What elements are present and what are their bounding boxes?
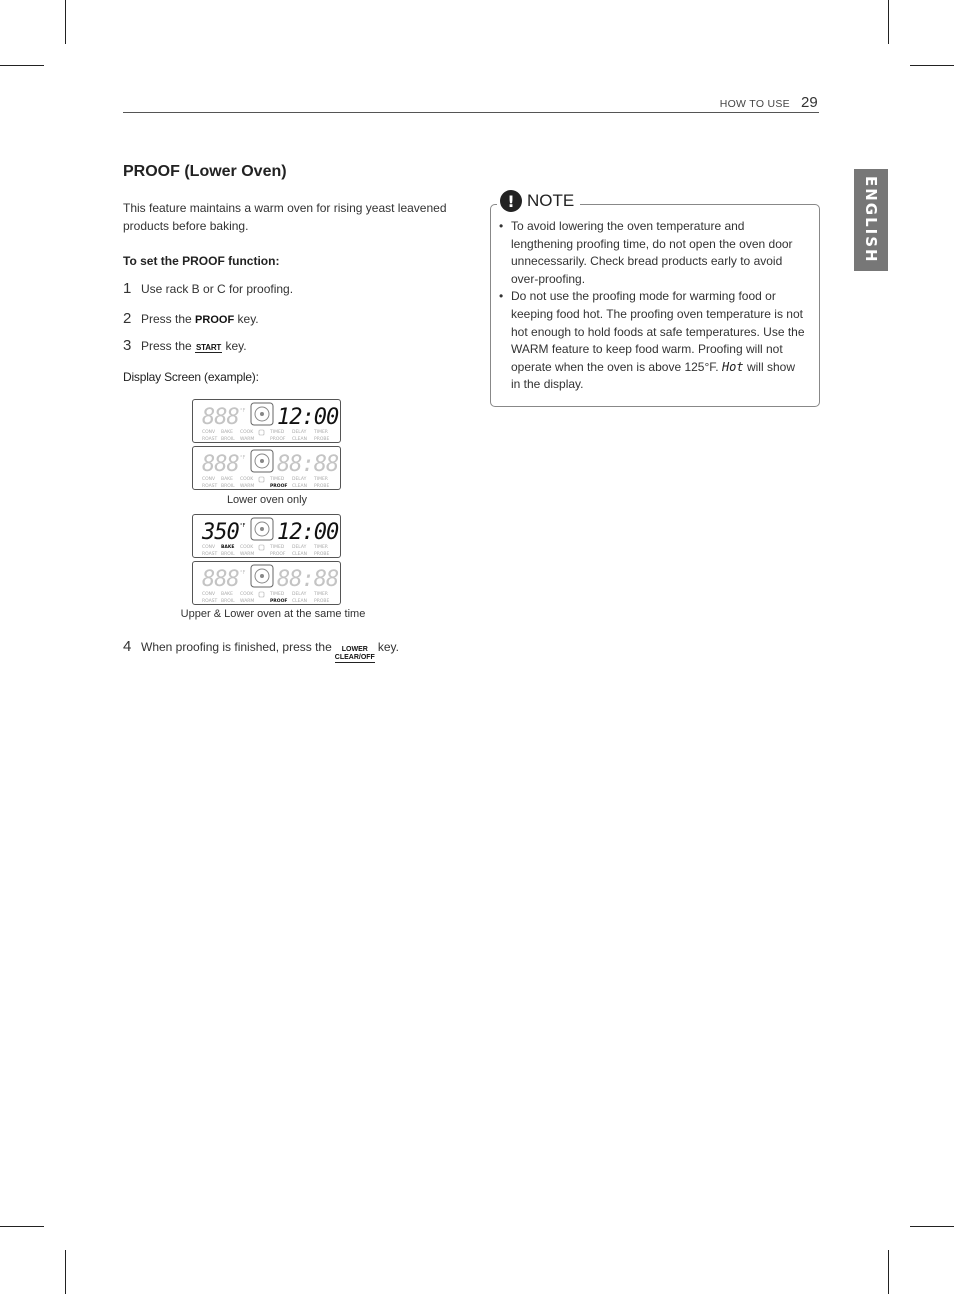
display-graphic (193, 400, 342, 444)
mode-label-top: DELAY (292, 545, 307, 550)
mode-label-bottom: BROIL (221, 437, 235, 442)
note-list (499, 218, 805, 394)
step-text-post: key. (377, 640, 399, 654)
display-panel (192, 561, 341, 605)
mode-label-top: BAKE (221, 477, 233, 482)
display-screen-label: Display Screen (example): (123, 370, 259, 384)
mode-label-top: CONV (202, 592, 216, 597)
mode-label-top: TIMER (314, 430, 328, 435)
caption-lower-only: Lower oven only (226, 494, 308, 506)
note-item-text: To avoid lowering the oven temperature and lengthening proofing time, do not open the oven door unnecessarily. Check bread products early to avoid over-proofing. (511, 219, 793, 286)
display-panel (192, 446, 341, 490)
mode-label-bottom: CLEAN (292, 437, 307, 442)
mode-label-top: TIMED (270, 430, 285, 435)
mode-label-top: COOK (240, 592, 254, 597)
display-panel (192, 399, 341, 443)
mode-label-bottom: ROAST (202, 599, 218, 604)
mode-label-top: TIMER (314, 477, 328, 482)
lock-icon (259, 430, 264, 435)
display-graphic (193, 562, 342, 606)
mode-label-bottom: ROAST (202, 552, 218, 557)
mode-label-bottom: WARM (240, 437, 255, 442)
step-text-post: key. (237, 312, 259, 326)
fan-icon (251, 518, 273, 540)
crop-mark (0, 1226, 44, 1227)
mode-label-bottom: WARM (240, 484, 255, 489)
step-text-pre: Press the (141, 312, 192, 326)
step-text-post: key. (225, 339, 247, 353)
crop-mark (910, 1226, 954, 1227)
mode-label-bottom: PROOF (270, 437, 286, 442)
header-divider (123, 112, 819, 113)
step-number: 4 (123, 638, 132, 655)
mode-label-bottom: PROBE (314, 552, 330, 557)
mode-label-bottom: BROIL (221, 599, 235, 604)
mode-label-bottom: ROAST (202, 437, 218, 442)
step-text: Use rack B or C for proofing. (141, 282, 294, 296)
crop-mark (888, 1250, 889, 1294)
fan-icon (251, 450, 273, 472)
note-item (499, 288, 805, 394)
caption-both-ovens: Upper & Lower oven at the same time (180, 608, 366, 620)
crop-mark (0, 65, 44, 66)
step-1 (123, 280, 293, 297)
mode-label-bottom: BROIL (221, 552, 235, 557)
step-2 (123, 310, 259, 327)
crop-mark (888, 0, 889, 44)
clock-readout: 88:88 (277, 567, 339, 592)
crop-mark (910, 65, 954, 66)
clock-readout: 12:00 (277, 520, 339, 545)
degree-indicator: °F (240, 523, 246, 529)
mode-label-bottom: ROAST (202, 484, 218, 489)
fan-icon (251, 565, 273, 587)
mode-label-top: CONV (202, 545, 216, 550)
mode-label-bottom: WARM (240, 552, 255, 557)
key-label-top: LOWER (341, 646, 368, 653)
page-number: 29 (801, 94, 818, 111)
degree-indicator: °F (240, 455, 246, 461)
mode-label-bottom: PROOF (270, 599, 288, 604)
note-item (499, 218, 805, 288)
mode-label-bottom: CLEAN (292, 484, 307, 489)
key-label-bottom: CLEAR/OFF (334, 654, 375, 661)
mode-label-bottom: PROBE (314, 599, 330, 604)
mode-label-top: TIMER (314, 592, 328, 597)
note-item-text: Do not use the proofing mode for warming food or keeping food hot. The proofing oven temperature is not hot enough to hold foods at safe temperatures. Use the WARM feature to keep food warm. Proofing will not operate when the oven is above 125°F. (511, 289, 805, 374)
mode-label-top: DELAY (292, 477, 307, 482)
fan-icon (251, 403, 273, 425)
mode-label-top: COOK (240, 545, 254, 550)
mode-label-bottom: CLEAN (292, 552, 307, 557)
step-text-pre: When proofing is finished, press the (141, 640, 332, 654)
mode-label-bottom: WARM (240, 599, 255, 604)
mode-label-top: TIMED (270, 477, 285, 482)
mode-label-top: DELAY (292, 430, 307, 435)
mode-label-top: TIMED (270, 592, 285, 597)
mode-label-top: BAKE (221, 592, 233, 597)
mode-label-top: CONV (202, 477, 216, 482)
step-number: 3 (123, 337, 132, 354)
step-text-pre: Press the (141, 339, 192, 353)
display-panel (192, 514, 341, 558)
mode-label-top: DELAY (292, 592, 307, 597)
mode-label-bottom: CLEAN (292, 599, 307, 604)
section-label: HOW TO USE (719, 98, 790, 110)
temperature-readout: 350 (202, 520, 239, 545)
mode-label-top: TIMER (314, 545, 328, 550)
mode-label-top: COOK (240, 477, 254, 482)
language-tab (854, 169, 888, 271)
step-number: 1 (123, 280, 132, 297)
mode-label-bottom: BROIL (221, 484, 235, 489)
mode-label-top: BAKE (221, 545, 235, 550)
step-4 (123, 638, 399, 663)
crop-mark (65, 1250, 66, 1294)
mode-label-top: CONV (202, 430, 216, 435)
mode-label-top: TIMED (270, 545, 285, 550)
crop-mark (65, 0, 66, 44)
step-3 (123, 337, 247, 354)
page-title: PROOF (Lower Oven) (123, 163, 287, 180)
start-key-label: START (196, 343, 222, 352)
degree-indicator: °F (240, 408, 246, 414)
note-header (497, 190, 580, 212)
mode-label-top: BAKE (221, 430, 233, 435)
exclamation-icon: ! (500, 190, 522, 212)
note-item-text: will show in the display. (511, 359, 795, 392)
temperature-readout: 888 (202, 405, 239, 430)
mode-label-bottom: PROOF (270, 484, 288, 489)
step-number: 2 (123, 310, 132, 327)
note-title: NOTE (527, 191, 575, 210)
lock-icon (259, 477, 264, 482)
hot-display-text: Hot (721, 359, 744, 374)
temperature-readout: 888 (202, 452, 239, 477)
mode-label-bottom: PROBE (314, 437, 330, 442)
degree-indicator: °F (240, 570, 246, 576)
language-tab-label: ENGLISH (862, 176, 880, 264)
procedure-heading: To set the PROOF function: (123, 254, 280, 268)
lock-icon (259, 545, 264, 550)
display-graphic (193, 447, 342, 491)
clock-readout: 88:88 (277, 452, 339, 477)
display-graphic (193, 515, 342, 559)
intro-paragraph: This feature maintains a warm oven for rising yeast leavened products before baking. (123, 201, 447, 233)
mode-label-bottom: PROOF (270, 552, 286, 557)
clock-readout: 12:00 (277, 405, 339, 430)
mode-label-bottom: PROBE (314, 484, 330, 489)
temperature-readout: 888 (202, 567, 239, 592)
proof-key-label: PROOF (195, 314, 235, 326)
mode-label-top: COOK (240, 430, 254, 435)
lock-icon (259, 592, 264, 597)
lower-clear-off-key (335, 646, 375, 663)
